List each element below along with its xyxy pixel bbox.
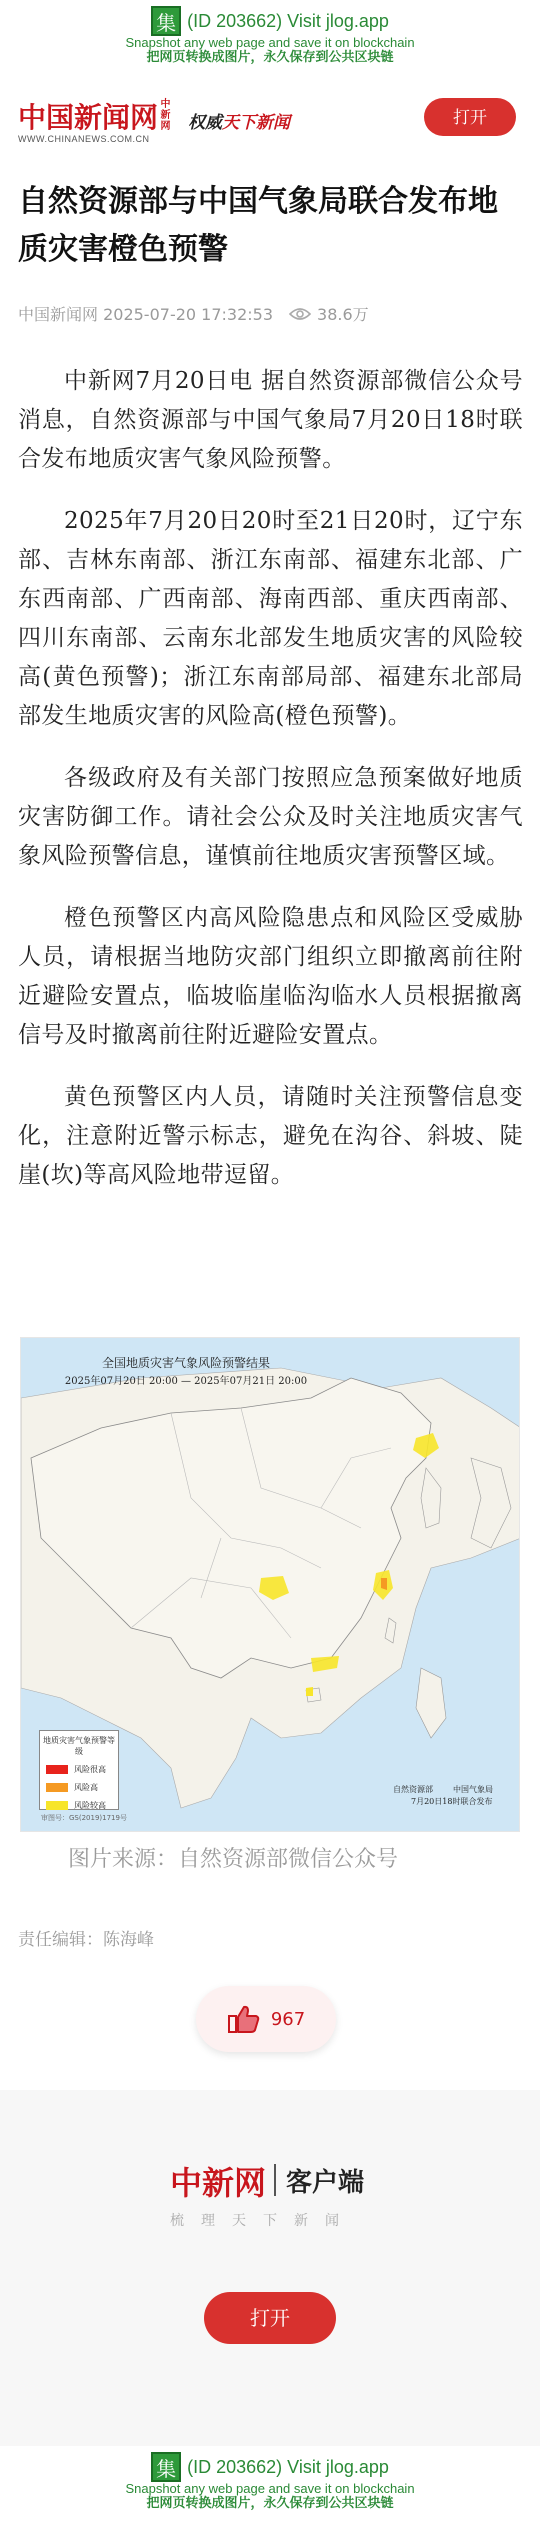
jlog-seal-icon: 集	[151, 2452, 181, 2482]
responsible-editor: 责任编辑：陈海峰	[18, 1930, 154, 1950]
footer-app-label: 客户端	[286, 2168, 365, 2198]
jlog-banner-line2: Snapshot any web page and save it on blockchain	[125, 35, 415, 50]
jlog-seal-icon: 集	[151, 6, 181, 36]
footer-open-app-button[interactable]: 打开	[204, 2292, 336, 2344]
slogan-black: 权威	[188, 113, 222, 133]
warning-region-yellow-hainan	[306, 1687, 313, 1696]
jlog-banner-line3: 把网页转换成图片，永久保存到公共区块链	[146, 2496, 394, 2511]
legend-label: 风险较高	[74, 1801, 106, 1810]
legend-swatch-orange	[46, 1783, 68, 1792]
jlog-banner-top	[0, 0, 540, 65]
map-legend	[39, 1730, 119, 1810]
article-paragraph: 橙色预警区内高风险隐患点和风险区受威胁人员，请根据当地防灾部门组织立即撤离前往附近避险安置点，临坡临崖临沟临水人员根据撤离信号及时撤离前往附近避险安置点。	[18, 905, 523, 1048]
article-paragraph: 中新网7月20日电 据自然资源部微信公众号消息，自然资源部与中国气象局7月20日18时联合发布地质灾害气象风险预警。	[18, 368, 523, 472]
site-logo-side: 中新网	[158, 98, 169, 131]
legend-item	[46, 1764, 118, 1775]
site-logo-text: 中国新闻网	[18, 101, 159, 134]
map-legend-title: 地质灾害气象预警等级	[43, 1736, 115, 1756]
legend-swatch-yellow	[46, 1801, 68, 1810]
article-views: 38.6万	[317, 305, 369, 324]
legend-swatch-red	[46, 1765, 68, 1774]
eye-icon	[289, 307, 311, 321]
legend-label: 风险高	[74, 1783, 98, 1792]
slogan-red: 天下新闻	[222, 113, 290, 133]
article-paragraph: 2025年7月20日20时至21日20时，辽宁东部、吉林东南部、浙江东南部、福建东北部、广东西南部、广西南部、海南西部、重庆西南部、四川东南部、云南东北部发生地质灾害的风险较高(黄色预警)；浙江东南部局部、福建东北部局部发生地质灾害的风险高(橙色预警)。	[18, 508, 523, 729]
article-source-time: 中国新闻网 2025-07-20 17:32:53	[18, 305, 274, 324]
jlog-banner-line1[interactable]: (ID 203662) Visit jlog.app	[187, 2456, 389, 2477]
article-meta	[18, 302, 523, 325]
jlog-banner-line2: Snapshot any web page and save it on blockchain	[125, 2481, 415, 2496]
image-caption: 图片来源：自然资源部微信公众号	[68, 1847, 399, 1872]
article-title: 自然资源部与中国气象局联合发布地质灾害橙色预警	[18, 184, 498, 267]
map-approval-number: 审图号：GS(2019)1719号	[41, 1814, 127, 1822]
thumbs-up-icon	[227, 2004, 261, 2034]
footer-logo: 中新网	[170, 2164, 267, 2202]
site-logo[interactable]	[18, 96, 169, 136]
warning-map-image[interactable]	[20, 1337, 520, 1832]
legend-item	[46, 1800, 118, 1811]
like-count: 967	[270, 2008, 306, 2030]
map-credit-org2: 中国气象局	[453, 1785, 493, 1794]
jlog-banner-line1[interactable]: (ID 203662) Visit jlog.app	[187, 10, 389, 31]
legend-label: 风险很高	[74, 1765, 106, 1774]
like-button[interactable]	[196, 1986, 336, 2052]
article-paragraph: 各级政府及有关部门按照应急预案做好地质灾害防御工作。请社会公众及时关注地质灾害气象风险预警信息，谨慎前往地质灾害预警区域。	[18, 765, 523, 869]
map-credit-org1: 自然资源部	[393, 1785, 433, 1794]
app-promo-footer	[0, 2090, 540, 2446]
article-body	[18, 362, 523, 1218]
legend-item	[46, 1782, 118, 1793]
article-paragraph: 黄色预警区内人员，请随时关注预警信息变化，注意附近警示标志，避免在沟谷、斜坡、陡崖(坎)等高风险地带逗留。	[18, 1084, 523, 1188]
footer-motto: 梳理天下新闻	[170, 2213, 356, 2229]
map-credit-time: 7月20日18时联合发布	[411, 1797, 493, 1806]
map-title: 全国地质灾害气象风险预警结果	[101, 1356, 270, 1370]
site-url: WWW.CHINANEWS.COM.CN	[18, 134, 150, 144]
site-slogan	[188, 108, 290, 133]
site-header	[0, 86, 540, 148]
warning-region-orange	[381, 1578, 387, 1590]
jlog-banner-bottom	[0, 2446, 540, 2511]
open-app-button[interactable]: 打开	[424, 98, 516, 136]
footer-divider	[274, 2164, 276, 2196]
map-subtitle: 2025年07月20日 20:00 — 2025年07月21日 20:00	[64, 1376, 308, 1387]
jlog-banner-line3: 把网页转换成图片，永久保存到公共区块链	[146, 50, 394, 65]
